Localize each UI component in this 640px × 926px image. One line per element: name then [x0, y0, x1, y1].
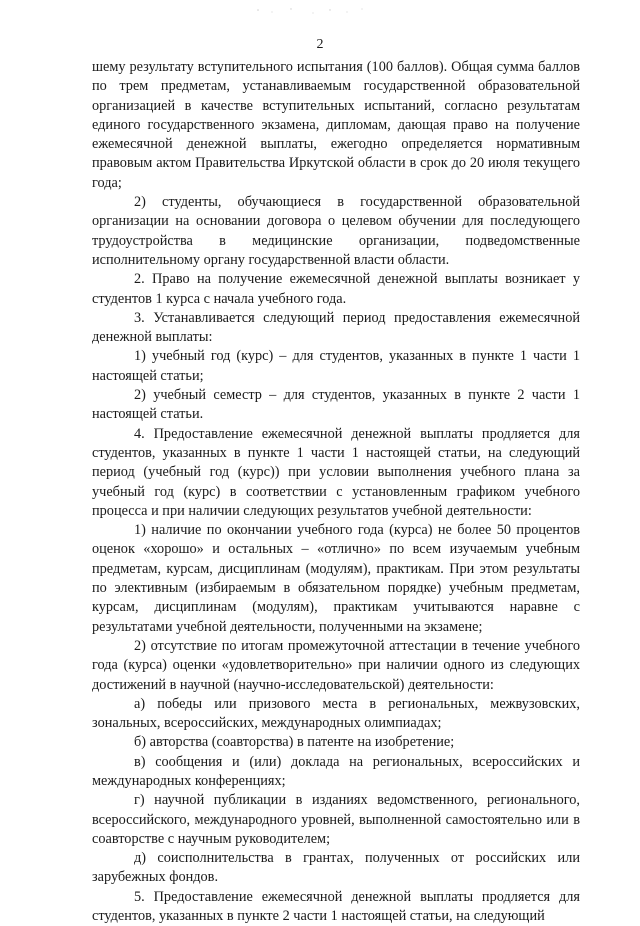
- document-body: [92, 58, 580, 926]
- paragraph: шему результату вступительного испытания (100 баллов). Общая сумма баллов по трем предметам, устанавливаемым государственной образовательной организацией в качестве вступительных испытаний, согласно результатам единого государственного экзамена, дипломам, дающая право на получение ежемесячной денежной выплаты, ежегодно определяется нормативным правовым актом Правительства Иркутской области в срок до 20 июля текущего года;: [92, 59, 580, 191]
- paragraph: 2. Право на получение ежемесячной денежной выплаты возникает у студентов 1 курса с начала учебного года.: [92, 271, 580, 307]
- paragraph: б) авторства (соавторства) в патенте на изобретение;: [134, 734, 455, 751]
- paragraph: 2) учебный семестр – для студентов, указанных в пункте 2 части 1 настоящей статьи.: [92, 387, 580, 423]
- paragraph: 3. Устанавливается следующий период предоставления ежемесячной денежной выплаты:: [92, 309, 580, 346]
- paragraph: 5. Предоставление ежемесячной денежной выплаты продляется для студентов, указанных в пункте 2 части 1 настоящей статьи, на следующий: [92, 888, 580, 925]
- paragraph: д) соисполнительства в грантах, полученных от российских или зарубежных фондов.: [92, 850, 580, 886]
- paragraph: г) научной публикации в изданиях ведомственного, регионального, всероссийского, международного уровней, выполненной самостоятельно или в соавторстве с научным руководителем;: [92, 792, 580, 847]
- paragraph: в) сообщения и (или) доклада на региональных, всероссийских и международных конференциях;: [92, 753, 580, 789]
- paragraph: 4. Предоставление ежемесячной денежной выплаты продляется для студентов, указанных в пункте 1 части 1 настоящей статьи, на следующий период (учебный год (курс)) при условии выполнения учебного плана за учебный год (курс) в соответствии с установленным графиком учебного процесса и при наличии следующих результатов учебной деятельности:: [92, 425, 580, 519]
- page-number: 2: [316, 37, 324, 52]
- paragraph: а) победы или призового места в региональных, межвузовских, зональных, всероссийских, международных олимпиадах;: [92, 695, 580, 732]
- paragraph: 1) наличие по окончании учебного года (курса) не более 50 процентов оценок «хорошо» и остальных – «отлично» по всем изучаемым учебным предметам, курсам, дисциплинам (модулям), практикам. При этом результаты по элективным (избираемым в обязательном порядке) учебным предметам, курсам, дисциплинам (модулям), практикам учитываются наравне с результатами учебной деятельности, полученными на экзамене;: [92, 522, 580, 635]
- scan-speckle: [250, 6, 370, 18]
- paragraph: 2) отсутствие по итогам промежуточной аттестации в течение учебного года (курса) оценки «удовлетворительно» при наличии одного из следующих достижений в научной (научно-исследовательской) деятельности:: [92, 637, 580, 693]
- paragraph: 2) студенты, обучающиеся в государственной образовательной организации на основании договора о целевом обучении для последующего трудоустройства в медицинские организации, подведомственные исполнительному органу государственной власти области.: [92, 194, 580, 268]
- paragraph: 1) учебный год (курс) – для студентов, указанных в пункте 1 части 1 настоящей статьи;: [92, 348, 580, 384]
